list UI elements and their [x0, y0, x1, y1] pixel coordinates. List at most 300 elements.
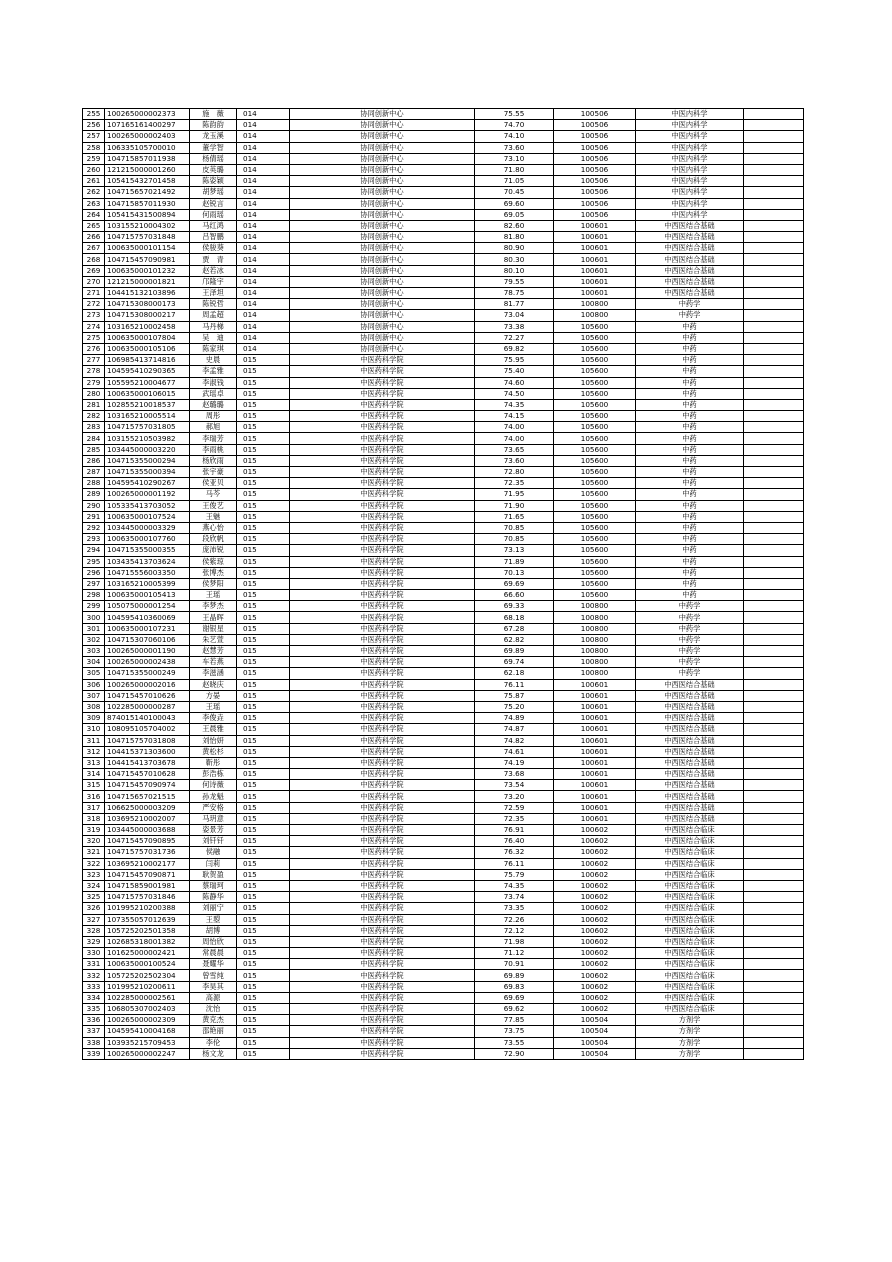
score-cell: 69.69 [475, 578, 554, 589]
department-cell: 协同创新中心 [290, 276, 475, 287]
row-number-cell: 267 [83, 243, 105, 254]
name-cell: 高源 [190, 992, 237, 1003]
dept-code-cell: 015 [237, 724, 290, 735]
major-name-cell: 中西医结合基础 [636, 690, 744, 701]
major-name-cell: 中西医结合基础 [636, 713, 744, 724]
candidate-id-cell: 101995210200611 [105, 981, 190, 992]
major-name-cell: 中西医结合临床 [636, 847, 744, 858]
name-cell: 杨文龙 [190, 1048, 237, 1059]
dept-code-cell: 015 [237, 746, 290, 757]
candidate-id-cell: 100635000106015 [105, 388, 190, 399]
major-name-cell: 中西医结合临床 [636, 836, 744, 847]
major-code-cell: 100601 [554, 713, 636, 724]
department-cell: 中医药科学院 [290, 746, 475, 757]
remark-cell [744, 646, 804, 657]
candidate-id-cell: 874015140100043 [105, 713, 190, 724]
score-cell: 70.45 [475, 187, 554, 198]
major-code-cell: 100601 [554, 220, 636, 231]
major-name-cell: 中西医结合临床 [636, 914, 744, 925]
remark-cell [744, 679, 804, 690]
remark-cell [744, 467, 804, 478]
dept-code-cell: 015 [237, 657, 290, 668]
row-number-cell: 293 [83, 534, 105, 545]
major-name-cell: 中药 [636, 534, 744, 545]
major-name-cell: 中药 [636, 433, 744, 444]
score-cell: 72.90 [475, 1048, 554, 1059]
name-cell: 胡博 [190, 925, 237, 936]
major-name-cell: 中医内科学 [636, 142, 744, 153]
dept-code-cell: 014 [237, 243, 290, 254]
department-cell: 中医药科学院 [290, 724, 475, 735]
table-row [83, 243, 804, 254]
remark-cell [744, 187, 804, 198]
dept-code-cell: 014 [237, 288, 290, 299]
table-row [83, 478, 804, 489]
name-cell: 王瑶 [190, 701, 237, 712]
major-code-cell: 100601 [554, 254, 636, 265]
remark-cell [744, 769, 804, 780]
major-code-cell: 100601 [554, 701, 636, 712]
major-name-cell: 中药学 [636, 310, 744, 321]
remark-cell [744, 243, 804, 254]
row-number-cell: 260 [83, 164, 105, 175]
candidate-id-cell: 104595410004168 [105, 1026, 190, 1037]
score-cell: 66.60 [475, 590, 554, 601]
table-row [83, 131, 804, 142]
department-cell: 中医药科学院 [290, 522, 475, 533]
name-cell: 方晏 [190, 690, 237, 701]
dept-code-cell: 014 [237, 198, 290, 209]
name-cell: 燕心怡 [190, 522, 237, 533]
department-cell: 中医药科学院 [290, 981, 475, 992]
name-cell: 何诗薇 [190, 780, 237, 791]
dept-code-cell: 015 [237, 869, 290, 880]
major-name-cell: 中药学 [636, 646, 744, 657]
major-code-cell: 100601 [554, 769, 636, 780]
candidate-id-cell: 100635000107524 [105, 511, 190, 522]
department-cell: 中医药科学院 [290, 959, 475, 970]
row-number-cell: 286 [83, 455, 105, 466]
score-cell: 68.18 [475, 612, 554, 623]
major-code-cell: 105600 [554, 366, 636, 377]
name-cell: 彭浩栋 [190, 769, 237, 780]
department-cell: 中医药科学院 [290, 399, 475, 410]
name-cell: 李俊垚 [190, 713, 237, 724]
table-row [83, 556, 804, 567]
major-name-cell: 中西医结合基础 [636, 679, 744, 690]
department-cell: 协同创新中心 [290, 299, 475, 310]
major-code-cell: 105600 [554, 567, 636, 578]
dept-code-cell: 014 [237, 131, 290, 142]
name-cell: 张宇豪 [190, 467, 237, 478]
name-cell: 姿景芳 [190, 825, 237, 836]
name-cell: 李孟雅 [190, 366, 237, 377]
dept-code-cell: 015 [237, 836, 290, 847]
name-cell: 邵艳丽 [190, 1026, 237, 1037]
major-code-cell: 100601 [554, 735, 636, 746]
dept-code-cell: 015 [237, 769, 290, 780]
score-cell: 81.80 [475, 232, 554, 243]
name-cell: 马芩 [190, 489, 237, 500]
department-cell: 中医药科学院 [290, 769, 475, 780]
remark-cell [744, 422, 804, 433]
table-row [83, 746, 804, 757]
row-number-cell: 276 [83, 343, 105, 354]
department-cell: 中医药科学院 [290, 1037, 475, 1048]
dept-code-cell: 015 [237, 813, 290, 824]
major-name-cell: 中西医结合基础 [636, 757, 744, 768]
name-cell: 周孟超 [190, 310, 237, 321]
major-name-cell: 中西医结合临床 [636, 959, 744, 970]
candidate-id-cell: 104415413703678 [105, 757, 190, 768]
major-code-cell: 100800 [554, 668, 636, 679]
table-row [83, 590, 804, 601]
table-row [83, 1015, 804, 1026]
score-cell: 69.69 [475, 992, 554, 1003]
name-cell: 李瑞芳 [190, 433, 237, 444]
remark-cell [744, 668, 804, 679]
department-cell: 协同创新中心 [290, 332, 475, 343]
row-number-cell: 289 [83, 489, 105, 500]
dept-code-cell: 015 [237, 735, 290, 746]
remark-cell [744, 489, 804, 500]
remark-cell [744, 153, 804, 164]
candidate-id-cell: 104715857011938 [105, 153, 190, 164]
table-row [83, 109, 804, 120]
table-row [83, 164, 804, 175]
major-code-cell: 100504 [554, 1015, 636, 1026]
table-row [83, 757, 804, 768]
score-cell: 71.98 [475, 936, 554, 947]
table-row [83, 366, 804, 377]
major-name-cell: 中西医结合基础 [636, 220, 744, 231]
score-cell: 73.68 [475, 769, 554, 780]
candidate-id-cell: 102285000000287 [105, 701, 190, 712]
department-cell: 协同创新中心 [290, 310, 475, 321]
major-name-cell: 中药 [636, 355, 744, 366]
department-cell: 中医药科学院 [290, 892, 475, 903]
candidate-id-cell: 104715355000355 [105, 545, 190, 556]
major-name-cell: 中医内科学 [636, 198, 744, 209]
major-code-cell: 100506 [554, 131, 636, 142]
dept-code-cell: 015 [237, 757, 290, 768]
dept-code-cell: 015 [237, 858, 290, 869]
major-name-cell: 中医内科学 [636, 120, 744, 131]
dept-code-cell: 015 [237, 970, 290, 981]
dept-code-cell: 015 [237, 713, 290, 724]
score-cell: 74.10 [475, 131, 554, 142]
major-code-cell: 100602 [554, 925, 636, 936]
dept-code-cell: 015 [237, 936, 290, 947]
department-cell: 中医药科学院 [290, 914, 475, 925]
major-name-cell: 中药 [636, 511, 744, 522]
department-cell: 中医药科学院 [290, 1004, 475, 1015]
name-cell: 何雨瑶 [190, 209, 237, 220]
candidate-id-cell: 103155210004302 [105, 220, 190, 231]
major-name-cell: 中西医结合临床 [636, 925, 744, 936]
name-cell: 陈韵韵 [190, 120, 237, 131]
major-name-cell: 中西医结合基础 [636, 735, 744, 746]
name-cell: 侯梦阳 [190, 578, 237, 589]
department-cell: 协同创新中心 [290, 109, 475, 120]
row-number-cell: 268 [83, 254, 105, 265]
remark-cell [744, 1015, 804, 1026]
department-cell: 中医药科学院 [290, 970, 475, 981]
candidate-id-cell: 105415431500894 [105, 209, 190, 220]
dept-code-cell: 015 [237, 444, 290, 455]
major-name-cell: 中医内科学 [636, 153, 744, 164]
row-number-cell: 327 [83, 914, 105, 925]
major-code-cell: 105600 [554, 556, 636, 567]
row-number-cell: 314 [83, 769, 105, 780]
row-number-cell: 331 [83, 959, 105, 970]
score-cell: 72.35 [475, 478, 554, 489]
name-cell: 刘怡妍 [190, 735, 237, 746]
score-cell: 74.00 [475, 422, 554, 433]
department-cell: 协同创新中心 [290, 343, 475, 354]
major-code-cell: 100506 [554, 176, 636, 187]
candidate-id-cell: 104715355000249 [105, 668, 190, 679]
row-number-cell: 283 [83, 422, 105, 433]
remark-cell [744, 355, 804, 366]
candidate-id-cell: 103435413703624 [105, 556, 190, 567]
department-cell: 协同创新中心 [290, 243, 475, 254]
department-cell: 协同创新中心 [290, 120, 475, 131]
row-number-cell: 259 [83, 153, 105, 164]
dept-code-cell: 015 [237, 925, 290, 936]
row-number-cell: 334 [83, 992, 105, 1003]
major-code-cell: 100800 [554, 657, 636, 668]
score-cell: 73.65 [475, 444, 554, 455]
major-name-cell: 方剂学 [636, 1037, 744, 1048]
dept-code-cell: 015 [237, 433, 290, 444]
dept-code-cell: 015 [237, 612, 290, 623]
major-name-cell: 中西医结合临床 [636, 1004, 744, 1015]
candidate-id-cell: 101625000002421 [105, 948, 190, 959]
major-name-cell: 中药 [636, 500, 744, 511]
score-cell: 73.60 [475, 455, 554, 466]
table-row [83, 299, 804, 310]
remark-cell [744, 825, 804, 836]
row-number-cell: 307 [83, 690, 105, 701]
score-cell: 73.10 [475, 153, 554, 164]
major-code-cell: 100506 [554, 198, 636, 209]
dept-code-cell: 015 [237, 948, 290, 959]
row-number-cell: 320 [83, 836, 105, 847]
table-row [83, 992, 804, 1003]
remark-cell [744, 1037, 804, 1048]
row-number-cell: 277 [83, 355, 105, 366]
table-row [83, 444, 804, 455]
row-number-cell: 301 [83, 623, 105, 634]
major-code-cell: 100506 [554, 164, 636, 175]
major-code-cell: 100602 [554, 858, 636, 869]
major-code-cell: 100602 [554, 880, 636, 891]
table-row [83, 701, 804, 712]
table-row [83, 265, 804, 276]
dept-code-cell: 015 [237, 522, 290, 533]
dept-code-cell: 015 [237, 791, 290, 802]
major-name-cell: 中药 [636, 332, 744, 343]
dept-code-cell: 014 [237, 276, 290, 287]
major-name-cell: 中药 [636, 455, 744, 466]
candidate-id-cell: 104715857011930 [105, 198, 190, 209]
remark-cell [744, 1048, 804, 1059]
dept-code-cell: 014 [237, 232, 290, 243]
department-cell: 中医药科学院 [290, 847, 475, 858]
department-cell: 中医药科学院 [290, 825, 475, 836]
department-cell: 协同创新中心 [290, 209, 475, 220]
department-cell: 协同创新中心 [290, 288, 475, 299]
major-name-cell: 方剂学 [636, 1015, 744, 1026]
score-cell: 75.79 [475, 869, 554, 880]
department-cell: 中医药科学院 [290, 791, 475, 802]
score-cell: 73.38 [475, 321, 554, 332]
name-cell: 王瑶 [190, 590, 237, 601]
row-number-cell: 316 [83, 791, 105, 802]
remark-cell [744, 500, 804, 511]
department-cell: 中医药科学院 [290, 444, 475, 455]
department-cell: 中医药科学院 [290, 836, 475, 847]
name-cell: 黄松杉 [190, 746, 237, 757]
row-number-cell: 271 [83, 288, 105, 299]
row-number-cell: 298 [83, 590, 105, 601]
department-cell: 中医药科学院 [290, 657, 475, 668]
department-cell: 协同创新中心 [290, 153, 475, 164]
major-code-cell: 105600 [554, 534, 636, 545]
major-name-cell: 中药 [636, 366, 744, 377]
table-row [83, 970, 804, 981]
department-cell: 中医药科学院 [290, 556, 475, 567]
candidate-id-cell: 103695210002007 [105, 813, 190, 824]
name-cell: 李滋涵 [190, 668, 237, 679]
table-row [83, 142, 804, 153]
department-cell: 中医药科学院 [290, 679, 475, 690]
major-code-cell: 105600 [554, 343, 636, 354]
name-cell: 史晨 [190, 355, 237, 366]
major-code-cell: 105600 [554, 444, 636, 455]
table-row [83, 1048, 804, 1059]
name-cell: 陈姿颖 [190, 176, 237, 187]
major-code-cell: 100602 [554, 970, 636, 981]
candidate-id-cell: 121215000001821 [105, 276, 190, 287]
row-number-cell: 333 [83, 981, 105, 992]
department-cell: 协同创新中心 [290, 321, 475, 332]
score-cell: 80.90 [475, 243, 554, 254]
dept-code-cell: 014 [237, 187, 290, 198]
candidate-id-cell: 103445000003688 [105, 825, 190, 836]
table-row [83, 601, 804, 612]
row-number-cell: 338 [83, 1037, 105, 1048]
table-row [83, 690, 804, 701]
remark-cell [744, 925, 804, 936]
score-cell: 75.87 [475, 690, 554, 701]
remark-cell [744, 914, 804, 925]
table-row [83, 724, 804, 735]
name-cell: 董学智 [190, 142, 237, 153]
major-name-cell: 中西医结合临床 [636, 903, 744, 914]
remark-cell [744, 265, 804, 276]
candidate-id-cell: 104715757031848 [105, 232, 190, 243]
row-number-cell: 308 [83, 701, 105, 712]
table-row [83, 288, 804, 299]
table-row [83, 567, 804, 578]
dept-code-cell: 015 [237, 634, 290, 645]
remark-cell [744, 220, 804, 231]
name-cell: 王晨雅 [190, 724, 237, 735]
row-number-cell: 269 [83, 265, 105, 276]
dept-code-cell: 015 [237, 1004, 290, 1015]
remark-cell [744, 601, 804, 612]
department-cell: 中医药科学院 [290, 534, 475, 545]
major-code-cell: 100601 [554, 791, 636, 802]
department-cell: 中医药科学院 [290, 813, 475, 824]
candidate-id-cell: 104715757031736 [105, 847, 190, 858]
row-number-cell: 306 [83, 679, 105, 690]
name-cell: 马红鸿 [190, 220, 237, 231]
candidate-id-cell: 104715457010628 [105, 769, 190, 780]
name-cell: 黄克杰 [190, 1015, 237, 1026]
candidate-id-cell: 104715457090974 [105, 780, 190, 791]
major-name-cell: 中药 [636, 467, 744, 478]
name-cell: 贾 青 [190, 254, 237, 265]
candidate-id-cell: 104715757031846 [105, 892, 190, 903]
dept-code-cell: 015 [237, 590, 290, 601]
dept-code-cell: 014 [237, 332, 290, 343]
major-name-cell: 中西医结合临床 [636, 981, 744, 992]
table-row [83, 176, 804, 187]
department-cell: 中医药科学院 [290, 377, 475, 388]
dept-code-cell: 014 [237, 265, 290, 276]
candidate-id-cell: 100265000002016 [105, 679, 190, 690]
score-cell: 74.89 [475, 713, 554, 724]
row-number-cell: 264 [83, 209, 105, 220]
candidate-id-cell: 100265000002309 [105, 1015, 190, 1026]
department-cell: 中医药科学院 [290, 455, 475, 466]
name-cell: 谢银星 [190, 623, 237, 634]
major-name-cell: 中药 [636, 321, 744, 332]
major-code-cell: 100602 [554, 1004, 636, 1015]
candidate-id-cell: 100635000101232 [105, 265, 190, 276]
admission-score-table [82, 108, 804, 1060]
score-cell: 71.95 [475, 489, 554, 500]
score-cell: 74.82 [475, 735, 554, 746]
candidate-id-cell: 104595410360069 [105, 612, 190, 623]
major-name-cell: 中药学 [636, 612, 744, 623]
table-row [83, 802, 804, 813]
row-number-cell: 332 [83, 970, 105, 981]
row-number-cell: 302 [83, 634, 105, 645]
score-cell: 74.70 [475, 120, 554, 131]
name-cell: 武瑶卓 [190, 388, 237, 399]
candidate-id-cell: 100635000105106 [105, 343, 190, 354]
major-code-cell: 100601 [554, 813, 636, 824]
dept-code-cell: 015 [237, 903, 290, 914]
row-number-cell: 284 [83, 433, 105, 444]
row-number-cell: 321 [83, 847, 105, 858]
name-cell: 聂耀华 [190, 959, 237, 970]
name-cell: 皮英璐 [190, 164, 237, 175]
score-cell: 76.91 [475, 825, 554, 836]
score-cell: 73.04 [475, 310, 554, 321]
name-cell: 庞沛锐 [190, 545, 237, 556]
remark-cell [744, 578, 804, 589]
row-number-cell: 304 [83, 657, 105, 668]
major-name-cell: 中药 [636, 422, 744, 433]
score-cell: 69.62 [475, 1004, 554, 1015]
table-row [83, 120, 804, 131]
score-cell: 69.60 [475, 198, 554, 209]
